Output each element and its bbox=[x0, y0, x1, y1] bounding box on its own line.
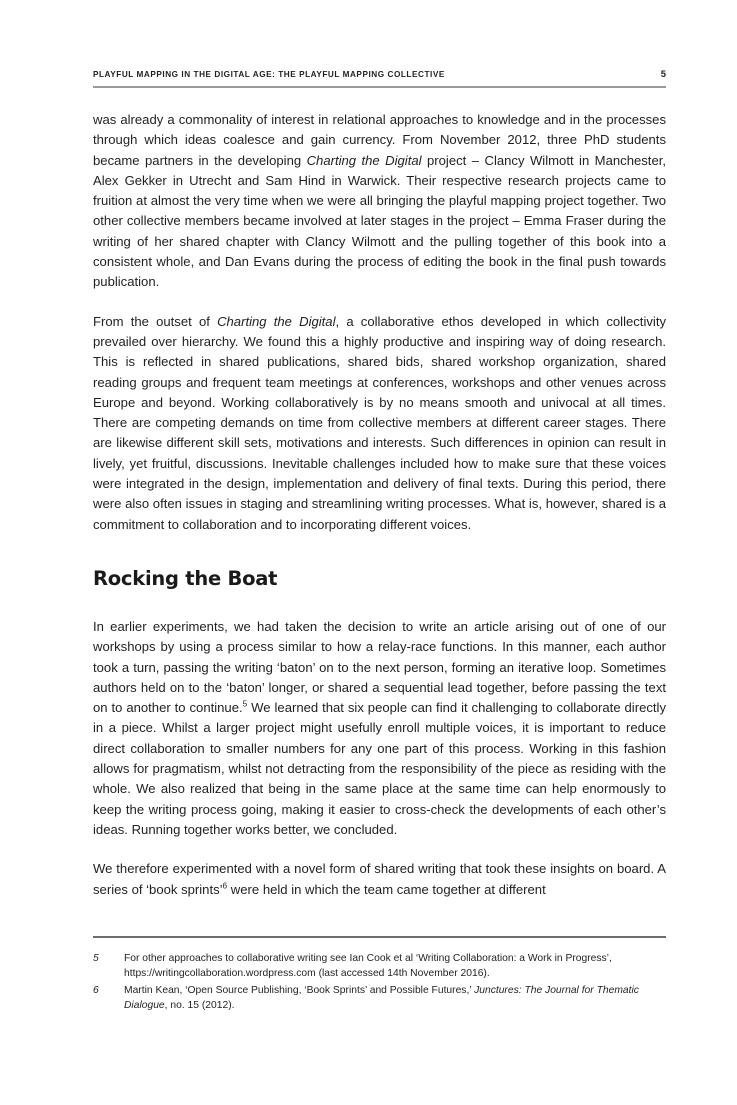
paragraph-3-text-a: In earlier experiments, we had taken the decision to write an article arising out of one of our workshops by using a process similar to how a relay-race functions. In this manner, each author took a turn, passing the writing ‘baton’ on to the next person, forming an iterative loop. Sometimes authors held on to the ‘baton’ longer, or shared a sequential lead together, before passing the text on to another to continue. bbox=[93, 619, 666, 716]
footnote-item bbox=[93, 951, 666, 982]
footnote-text-b: , no. 15 (2012). bbox=[164, 1000, 235, 1012]
footnote-marker-6[interactable]: 6 bbox=[222, 880, 228, 891]
footnote-item bbox=[93, 983, 666, 1014]
paragraph-1-text-a: was already a commonality of interest in relational approaches to knowledge and in the processes through which ideas coalesce and gain currency. From November 2012, three PhD students became partners in the developing bbox=[93, 112, 666, 168]
paragraph-1-text-b: project – Clancy Wilmott in Manchester, Alex Gekker in Utrecht and Sam Hind in Warwick. Their respective research projects came to fruition at almost the very time when we were all bringing the playful mapping project together. Two other collective members became involved at later stages in the project – Emma Fraser during the writing of her shared chapter with Clancy Wilmott and the pulling together of this book into a consistent whole, and Dan Evans during the process of editing the book in the final push towards publication. bbox=[93, 152, 666, 290]
footnote-number: 6 bbox=[93, 984, 99, 996]
paragraph-2-italic-title: Charting the Digital bbox=[217, 313, 336, 329]
footnote-marker-5[interactable]: 5 bbox=[242, 698, 248, 709]
section-heading-block bbox=[93, 567, 666, 591]
paragraph-1 bbox=[93, 110, 666, 293]
footnote-text-a: Martin Kean, ‘Open Source Publishing, ‘Book Sprints’ and Possible Futures,’ bbox=[124, 984, 475, 996]
running-head-rule bbox=[93, 86, 666, 88]
paragraph-4-text-b: were held in which the team came together at different bbox=[227, 881, 546, 897]
body-text-continued bbox=[93, 617, 666, 900]
body-text bbox=[93, 110, 666, 535]
paragraph-3-text-b: We learned that six people can find it challenging to collaborate directly in a piece. Whilst a larger project might usefully enroll multiple voices, it is important to reduce direct collaboration to smaller numbers for any one part of this process. Working in this fashion allows for pragmatism, whilst not detracting from the responsibility of the piece as residing with the whole. We also realized that being in the same place at the same time can help enormously to keep the writing process going, making it easier to cross-check the developments of each other’s ideas. Running together works better, we concluded. bbox=[93, 700, 666, 837]
paragraph-4-text-a: We therefore experimented with a novel form of shared writing that took these insights on board. A series of ‘book sprints’ bbox=[93, 861, 666, 897]
footnote-text: For other approaches to collaborative writing see Ian Cook et al ‘Writing Collaboration: a Work in Progress’, https://writingcollaboration.wordpress.com (last accessed 14th November 2016). bbox=[124, 953, 612, 980]
section-heading: Rocking the Boat bbox=[93, 567, 278, 590]
paragraph-2-text-a: From the outset of bbox=[93, 313, 218, 329]
paragraph-2-text-b: , a collaborative ethos developed in which collectivity prevailed over hierarchy. We found this a highly productive and inspiring way of doing research. This is reflected in shared publications, shared bids, shared workshop organization, shared reading groups and frequent team meetings at conferences, workshops and other venues across Europe and beyond. Working collaboratively is by no means smooth and univocal at all times. There are competing demands on time from collective members at different career stages. There are likewise different skill sets, motivations and interests. Such differences in opinion can result in lively, yet fruitful, discussions. Inevitable challenges included how to make sure that these voices were integrated in the design, implementation and delivery of final texts. During this period, there were also often issues in staging and streamlining writing processes. What is, however, shared is a commitment to collaboration and to incorporating different voices. bbox=[93, 313, 666, 532]
page-number: 5 bbox=[660, 68, 666, 79]
paragraph-4 bbox=[93, 859, 666, 900]
footnote-number: 5 bbox=[93, 953, 99, 964]
running-head bbox=[93, 68, 666, 79]
paragraph-2 bbox=[93, 312, 666, 535]
footnotes-section bbox=[93, 951, 666, 1015]
footnote-separator-rule bbox=[93, 936, 666, 938]
running-head-title: PLAYFUL MAPPING IN THE DIGITAL AGE: THE PLAYFUL MAPPING COLLECTIVE bbox=[93, 70, 445, 79]
paragraph-1-italic-title: Charting the Digital bbox=[306, 152, 422, 168]
footnote-italic-journal: Junctures: The Journal for Thematic Dialogue bbox=[124, 984, 639, 1012]
paragraph-3 bbox=[93, 617, 666, 840]
